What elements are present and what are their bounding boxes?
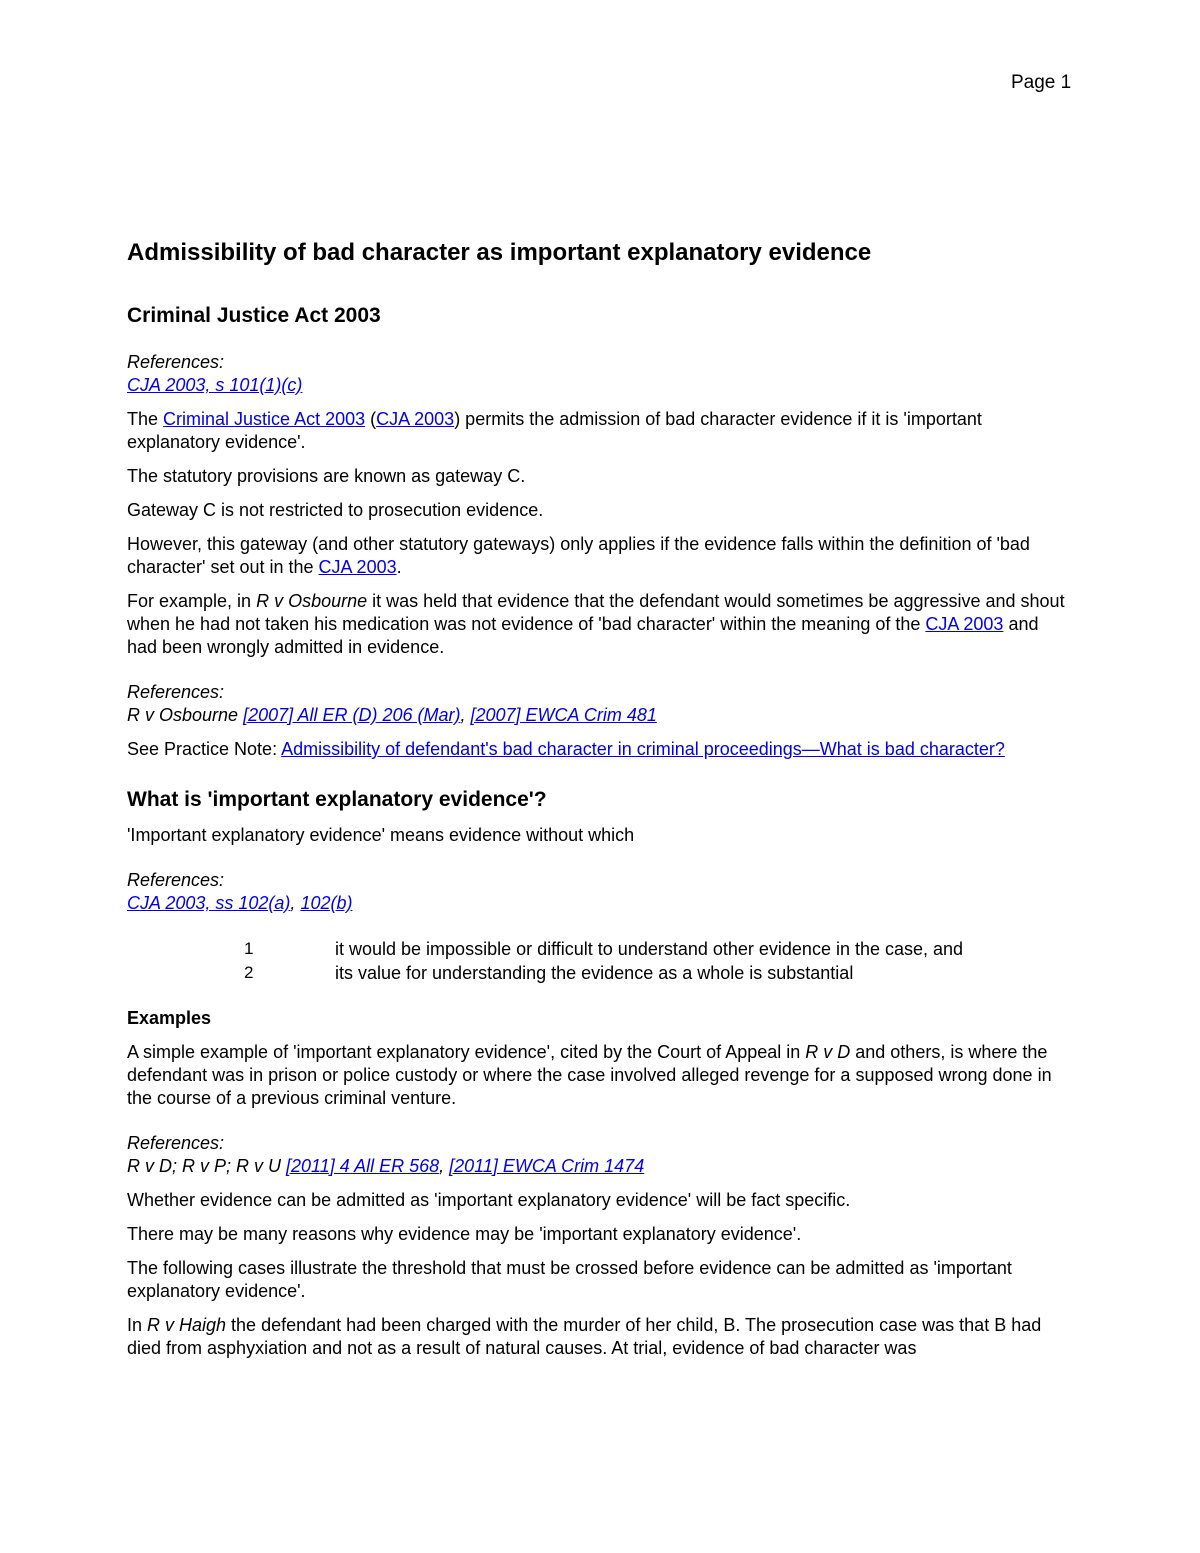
paragraph-see-practice-note: See Practice Note: Admissibility of defendant's bad character in criminal proceedings—What is bad character?	[127, 739, 1005, 759]
paragraph-threshold: The following cases illustrate the threshold that must be crossed before evidence can be admitted as 'important explanatory evidence'.	[127, 1258, 1012, 1301]
page-number: Page 1	[1011, 72, 1072, 93]
link-cja-2003-b[interactable]: CJA 2003	[318, 557, 397, 577]
paragraph-not-restricted: Gateway C is not restricted to prosecution evidence.	[127, 500, 544, 520]
list-item-text: it would be impossible or difficult to understand other evidence in the case, and	[335, 939, 964, 959]
paragraph-cja-permits: The Criminal Justice Act 2003 (CJA 2003) permits the admission of bad character evidence if it is 'important explanatory evidence'.	[127, 409, 982, 452]
link-ewca-2011[interactable]: [2011] EWCA Crim 1474	[449, 1156, 645, 1176]
document-body	[127, 238, 1072, 1360]
link-ewca-2007[interactable]: [2007] EWCA Crim 481	[470, 705, 657, 725]
link-cja-2003[interactable]: CJA 2003	[376, 409, 455, 429]
references-label: References:	[127, 1133, 225, 1153]
section-heading-cja: Criminal Justice Act 2003	[127, 304, 381, 327]
paragraph-simple-example: A simple example of 'important explanatory evidence', cited by the Court of Appeal in R v D and others, is where the defendant was in prison or police custody or where the case involved alleged revenge for a supposed wrong done in the course of a previous criminal venture.	[127, 1042, 1052, 1108]
paragraph-for-example: For example, in R v Osbourne it was held that evidence that the defendant would sometimes be aggressive and shout when he had not taken his medication was not evidence of 'bad character' within the meaning of the CJA 2003 and had been wrongly admitted in evidence.	[127, 591, 1065, 657]
list-item-number: 2	[244, 963, 254, 982]
references-label: References:	[127, 682, 225, 702]
paragraph-however: However, this gateway (and other statutory gateways) only applies if the evidence falls within the definition of 'bad character' set out in the CJA 2003.	[127, 534, 1030, 577]
case-name-osbourne: R v Osbourne	[256, 591, 368, 611]
references-label: References:	[127, 870, 225, 890]
link-all-er-2011[interactable]: [2011] 4 All ER 568	[286, 1156, 440, 1176]
paragraph-fact-specific: Whether evidence can be admitted as 'important explanatory evidence' will be fact specific.	[127, 1190, 851, 1210]
paragraph-gateway-c: The statutory provisions are known as gateway C.	[127, 466, 526, 486]
list-item-number: 1	[244, 939, 254, 958]
paragraph-many-reasons: There may be many reasons why evidence may be 'important explanatory evidence'.	[127, 1224, 802, 1244]
document-title: Admissibility of bad character as important explanatory evidence	[127, 239, 872, 266]
link-practice-note[interactable]: Admissibility of defendant's bad character in criminal proceedings—What is bad character?	[281, 739, 1005, 759]
section-heading-what-is: What is 'important explanatory evidence'?	[127, 788, 547, 811]
link-cja-2003-c[interactable]: CJA 2003	[925, 614, 1004, 634]
references-label: References:	[127, 352, 225, 372]
link-s102b[interactable]: 102(b)	[300, 893, 353, 913]
link-cja-s102a[interactable]: CJA 2003, ss 102(a)	[127, 893, 291, 913]
section-heading-examples: Examples	[127, 1008, 212, 1028]
numbered-list	[127, 937, 1072, 985]
case-name-r-v-d: R v D	[805, 1042, 851, 1062]
list-item-text: its value for understanding the evidence as a whole is substantial	[335, 963, 854, 983]
link-all-er-2007[interactable]: [2007] All ER (D) 206 (Mar)	[243, 705, 461, 725]
case-name-haigh: R v Haigh	[147, 1315, 227, 1335]
references-block-3: References: CJA 2003, ss 102(a), 102(b)	[127, 869, 1072, 915]
ref-case-r-v-d: R v D; R v P; R v U	[127, 1156, 287, 1176]
paragraph-haigh: In R v Haigh the defendant had been charged with the murder of her child, B. The prosecution case was that B had died from asphyxiation and not as a result of natural causes. At trial, evidence of bad character was	[127, 1315, 1042, 1358]
ref-case-osbourne: R v Osbourne	[127, 705, 244, 725]
references-block-1	[127, 351, 1072, 397]
references-block-4: References: R v D; R v P; R v U [2011] 4 All ER 568, [2011] EWCA Crim 1474	[127, 1132, 1072, 1178]
link-criminal-justice-act[interactable]: Criminal Justice Act 2003	[163, 409, 366, 429]
list-item	[127, 937, 1072, 961]
paragraph-means-evidence: 'Important explanatory evidence' means evidence without which	[127, 825, 635, 845]
list-item	[127, 961, 1072, 985]
references-block-2: References: R v Osbourne [2007] All ER (D) 206 (Mar), [2007] EWCA Crim 481	[127, 681, 1072, 727]
reference-link-cja-s101[interactable]: CJA 2003, s 101(1)(c)	[127, 375, 303, 395]
